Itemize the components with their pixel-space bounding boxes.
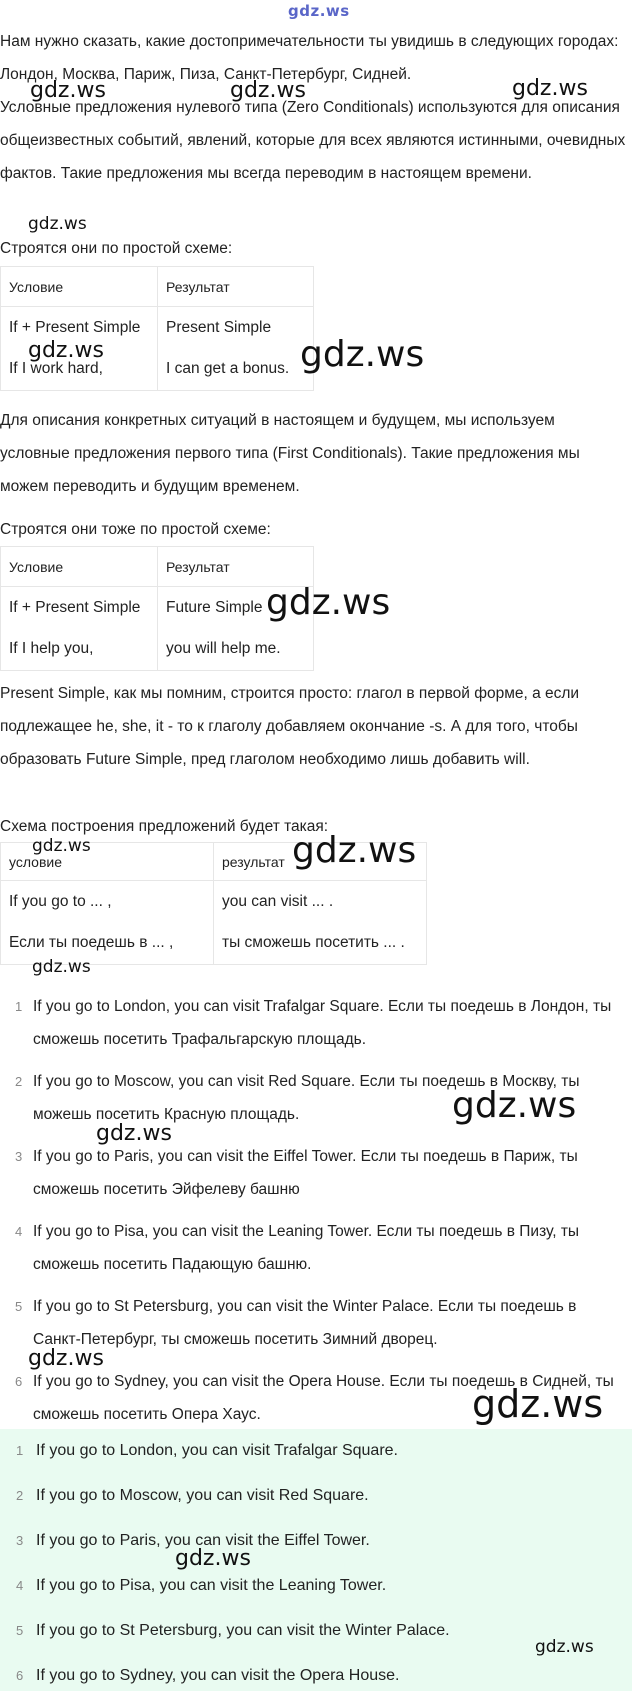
answer-number: 2 (16, 1488, 24, 1503)
watermark: gdz.ws (28, 338, 104, 363)
answer-number: 4 (16, 1578, 24, 1593)
list-number: 5 (15, 1299, 23, 1314)
list-number: 4 (15, 1224, 23, 1239)
table-cell: Present Simple (158, 307, 314, 349)
table-header-cell: Результат (158, 547, 314, 587)
watermark: gdz.ws (452, 1085, 577, 1126)
table-cell: ты сможешь посетить ... . (214, 923, 427, 965)
watermark: gdz.ws (292, 830, 417, 871)
watermark: gdz.ws (512, 76, 588, 101)
list-number: 3 (15, 1149, 23, 1164)
paragraph-first-conditionals: Для описания конкретных ситуаций в настоящем и будущем, мы используем условные предложения первого типа (First Conditionals). Такие предложения мы можем переводить и будущим временем. (0, 412, 580, 495)
paragraph-present-simple: Present Simple, как мы помним, строится просто: глагол в первой форме, а если подлежащее he, she, it - то к глаголу добавляем окончание -s. А для того, чтобы образовать Future Simple, пред глаголом необходимо лишь добавить will. (0, 685, 580, 768)
watermark: gdz.ws (28, 214, 87, 234)
answer-text: If you go to London, you can visit Trafalgar Square. (36, 1442, 398, 1459)
answer-text: If you go to Pisa, you can visit the Leaning Tower. (36, 1577, 387, 1594)
list-number: 1 (15, 999, 23, 1014)
table-cell: If I work hard, (1, 349, 158, 391)
list-item (0, 1140, 632, 1206)
watermark: gdz.ws (30, 78, 106, 103)
list-text: If you go to Paris, you can visit the Eiffel Tower. Если ты поедешь в Париж, ты сможешь посетить Эйфелеву башню (33, 1148, 578, 1198)
table-cell: Если ты поедешь в ... , (1, 923, 214, 965)
watermark: gdz.ws (266, 582, 391, 623)
table-cell: you will help me. (158, 629, 314, 671)
answer-text: If you go to St Petersburg, you can visit the Winter Palace. (36, 1622, 450, 1639)
table-header-cell: результат (214, 843, 427, 881)
table-cell: If + Present Simple (1, 307, 158, 349)
watermark: gdz.ws (28, 1346, 104, 1371)
list-number: 2 (15, 1074, 23, 1089)
table-cell: If + Present Simple (1, 587, 158, 629)
watermark: gdz.ws (535, 1637, 594, 1657)
list-text: If you go to Pisa, you can visit the Leaning Tower. Если ты поедешь в Пизу, ты сможешь посетить Падающую башню. (33, 1223, 580, 1273)
table-header-cell: Условие (1, 267, 158, 307)
list-item (0, 1215, 632, 1281)
list-text: If you go to London, you can visit Trafalgar Square. Если ты поедешь в Лондон, ты сможешь посетить Трафальгарскую площадь. (33, 998, 612, 1048)
answer-text: If you go to Moscow, you can visit Red Square. (36, 1487, 369, 1504)
table-cell: you can visit ... . (214, 881, 427, 923)
list-text: If you go to Moscow, you can visit Red Square. Если ты поедешь в Москву, ты можешь посетить Красную площадь. (33, 1073, 580, 1123)
schema-table-zero (0, 266, 314, 391)
table-header-cell: Результат (158, 267, 314, 307)
watermark: gdz.ws (230, 78, 306, 103)
watermark: gdz.ws (32, 836, 91, 856)
table-cell: If you go to ... , (1, 881, 214, 923)
intro-paragraph-3: Строятся они по простой схеме: (0, 240, 233, 257)
intro-paragraph-1: Нам нужно сказать, какие достопримечательности ты увидишь в следующих городах: Лондон, Москва, Париж, Пиза, Санкт-Петербург, Сидней. (0, 33, 619, 83)
watermark: gdz.ws (96, 1121, 172, 1146)
answer-item (0, 1436, 632, 1466)
list-number: 6 (15, 1374, 23, 1389)
intro-paragraph-2: Условные предложения нулевого типа (Zero Conditionals) используются для описания общеизвестных событий, явлений, которые для всех являются истинными, очевидных фактов. Такие предложения мы всегда переводим в настоящем времени. (0, 99, 626, 182)
table-cell: If I help you, (1, 629, 158, 671)
table-cell: Future Simple (158, 587, 314, 629)
answer-item (0, 1661, 632, 1691)
table-row (1, 881, 427, 923)
watermark: gdz.ws (300, 334, 425, 375)
answer-item (0, 1481, 632, 1511)
paragraph-schema-2: Строятся они тоже по простой схеме: (0, 521, 271, 538)
list-text: If you go to St Petersburg, you can visit the Winter Palace. Если ты поедешь в Санкт-Петербург, ты сможешь посетить Зимний дворец. (33, 1298, 577, 1348)
answer-number: 3 (16, 1533, 24, 1548)
table-header-cell: условие (1, 843, 214, 881)
answer-number: 6 (16, 1668, 24, 1683)
answer-text: If you go to Sydney, you can visit the Opera House. (36, 1667, 400, 1684)
watermark: gdz.ws (32, 957, 91, 977)
table-row (1, 629, 314, 671)
answer-number: 1 (16, 1443, 24, 1458)
answer-number: 5 (16, 1623, 24, 1638)
table-header-row (1, 267, 314, 307)
watermark: gdz.ws (175, 1546, 251, 1571)
watermark: gdz.ws (472, 1382, 604, 1426)
table-cell: I can get a bonus. (158, 349, 314, 391)
answer-text: If you go to Paris, you can visit the Eiffel Tower. (36, 1532, 370, 1549)
table-header-row (1, 547, 314, 587)
watermark: gdz.ws (288, 2, 350, 20)
answer-item (0, 1526, 632, 1556)
table-header-cell: Условие (1, 547, 158, 587)
answer-item (0, 1571, 632, 1601)
paragraph-schema-3: Схема построения предложений будет такая: (0, 818, 329, 835)
list-item (0, 990, 632, 1056)
list-text: If you go to Sydney, you can visit the Opera House. Если ты поедешь в Сидней, ты сможешь посетить Опера Хаус. (33, 1373, 614, 1423)
